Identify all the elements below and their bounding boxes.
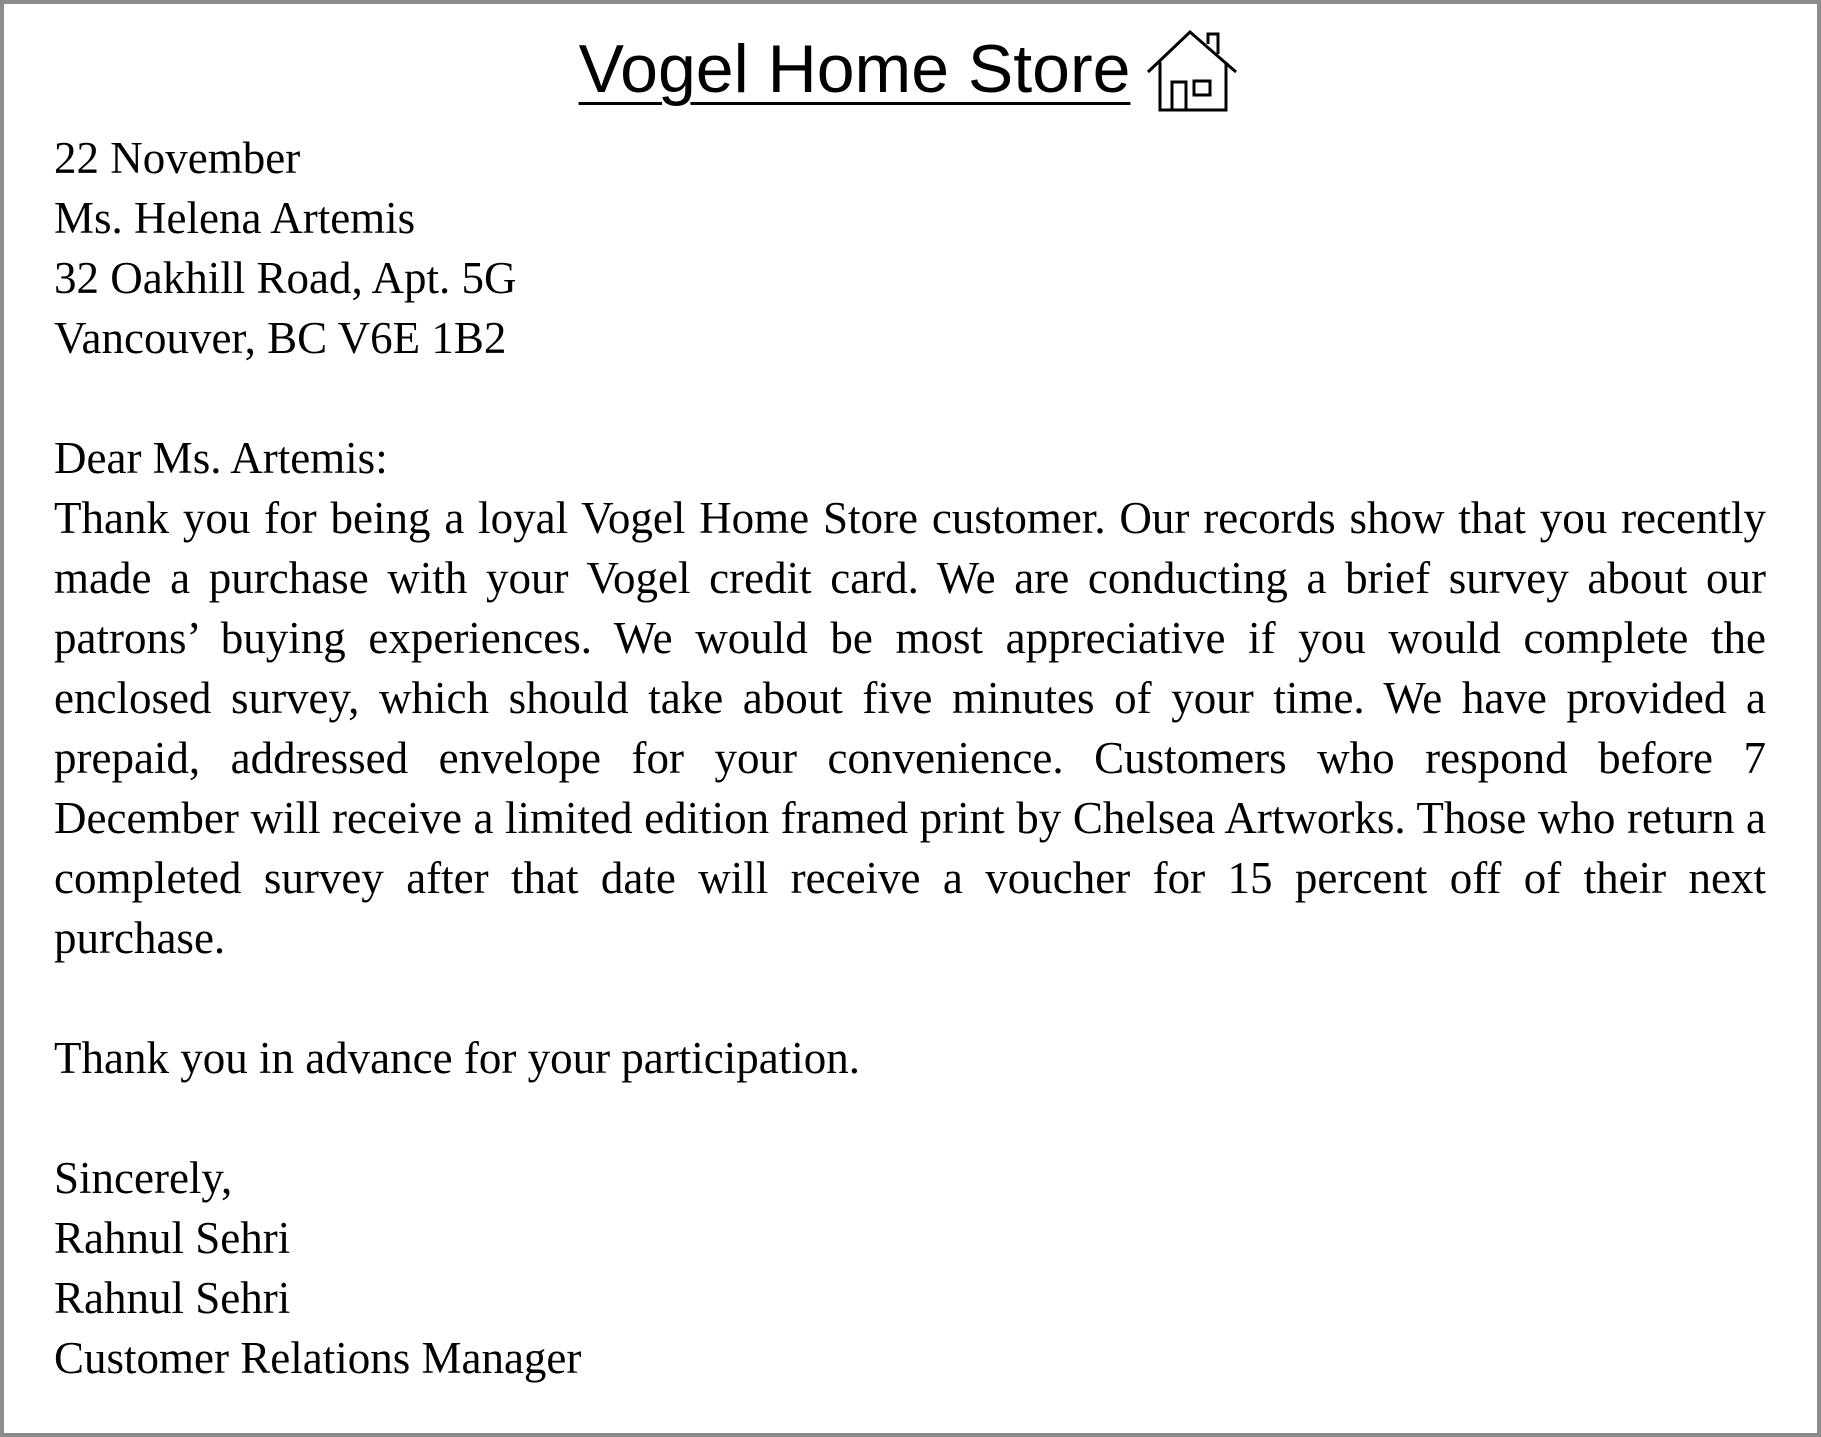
sender-name: Rahnul Sehri: [54, 1273, 291, 1323]
spacer: [54, 968, 1766, 1028]
house-icon: [1144, 24, 1242, 114]
letterhead: [4, 24, 1817, 114]
closing-remark: Thank you in advance for your participation.: [54, 1033, 860, 1083]
sign-off: Sincerely,: [54, 1153, 233, 1203]
recipient-name: Ms. Helena Artemis: [54, 193, 416, 243]
signature: Rahnul Sehri: [54, 1213, 291, 1263]
recipient-address-line2: Vancouver, BC V6E 1B2: [54, 313, 507, 363]
salutation: Dear Ms. Artemis:: [54, 433, 388, 483]
recipient-address-line1: 32 Oakhill Road, Apt. 5G: [54, 253, 517, 303]
letter-content: [54, 128, 1766, 1388]
spacer: [54, 1088, 1766, 1148]
store-name-heading: Vogel Home Store: [578, 31, 1131, 107]
spacer: [54, 368, 1766, 428]
letter-body-paragraph: Thank you for being a loyal Vogel Home Store customer. Our records show that you recently made a purchase with your Vogel credit card. We are conducting a brief survey about our patrons’ buying experiences. We would be most appreciative if you would complete the enclosed survey, which should take about five minutes of your time. We have provided a prepaid, addressed envelope for your convenience. Customers who respond before 7 December will receive a limited edition framed print by Chelsea Artworks. Those who return a completed survey after that date will receive a voucher for 15 percent off of their next purchase.: [54, 493, 1766, 963]
sender-title: Customer Relations Manager: [54, 1333, 582, 1383]
letter-date: 22 November: [54, 133, 301, 183]
